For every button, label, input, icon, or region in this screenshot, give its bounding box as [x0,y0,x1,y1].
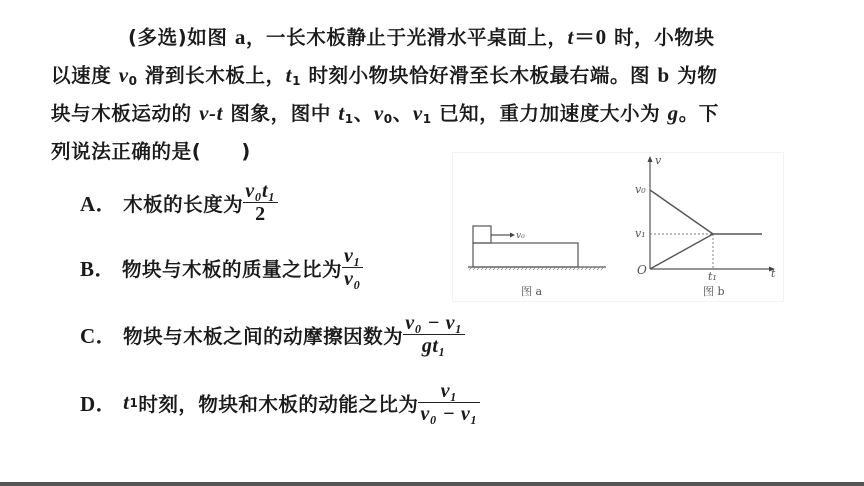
option-b-formula: $\frac{\text{v₁}}{\text{v₀}}$ [344,245,361,290]
small-block [473,226,491,243]
option-d-formula: $\frac{\text{v₁}}{\text{v₀ − v₁}}$ [420,380,478,425]
figure-b-chart [648,156,776,272]
option-c-formula: $\frac{\text{v₀ − v₁}}{\text{gt₁}}$ [405,312,463,357]
option-a-formula: $\frac{\text{v₀t₁}}{2}$ [245,180,276,225]
figure-a-diagram [453,153,783,301]
figure-a-caption: 图 a [521,285,543,298]
arrow-head-icon [510,233,515,238]
question-line-4: 列说法正确的是( ) [51,140,251,163]
option-a[interactable]: A． 木板的长度为 $\frac{\text{v₀t₁}}{2}$ [80,180,276,225]
option-c[interactable]: C． 物块与木板之间的动摩擦因数为 $\frac{\text{v₀ − v₁}}{\text{gt₁}}$ [80,312,463,357]
v1-tick-label: v₁ [635,227,646,240]
board-velocity-line [650,234,713,269]
v-axis-label: v [655,154,662,167]
multi-select-tag: (多选) [128,26,188,49]
t1-tick-label: t₁ [708,270,717,283]
long-board [473,243,578,267]
t-axis-label: t [771,267,776,280]
option-b[interactable]: B． 物块与木板的质量之比为 $\frac{\text{v₁}}{\text{v₀}}$ [80,245,361,290]
arrow-label-v0: v₀ [516,231,525,241]
figure-panel [452,152,784,302]
figure-b-caption: 图 b [703,285,725,298]
block-velocity-line [650,190,713,234]
v-axis-arrow-icon [648,156,653,162]
bottom-border [0,482,864,486]
origin-label: O [637,263,647,277]
option-d[interactable]: D． t 1 时刻，物块和木板的动能之比为 $\frac{\text{v₁}}{\text{v₀ − v₁}}$ [80,380,478,425]
question-line-1: (多选)如图 a，一长木板静止于光滑水平桌面上，t＝0 时，小物块 [128,25,715,49]
v0-tick-label: v₀ [635,183,646,196]
question-line-2: 以速度 $v_0$ 滑到长木板上，$t_1$ 时刻小物块恰好滑至长木板最右端。图 b 为物 [51,63,718,88]
question-line-3: 块与木板运动的 v-t 图象，图中 $t_1$、$v_0$、$v_1$ 已知，重力加速度大小为 g。下 [51,101,719,126]
